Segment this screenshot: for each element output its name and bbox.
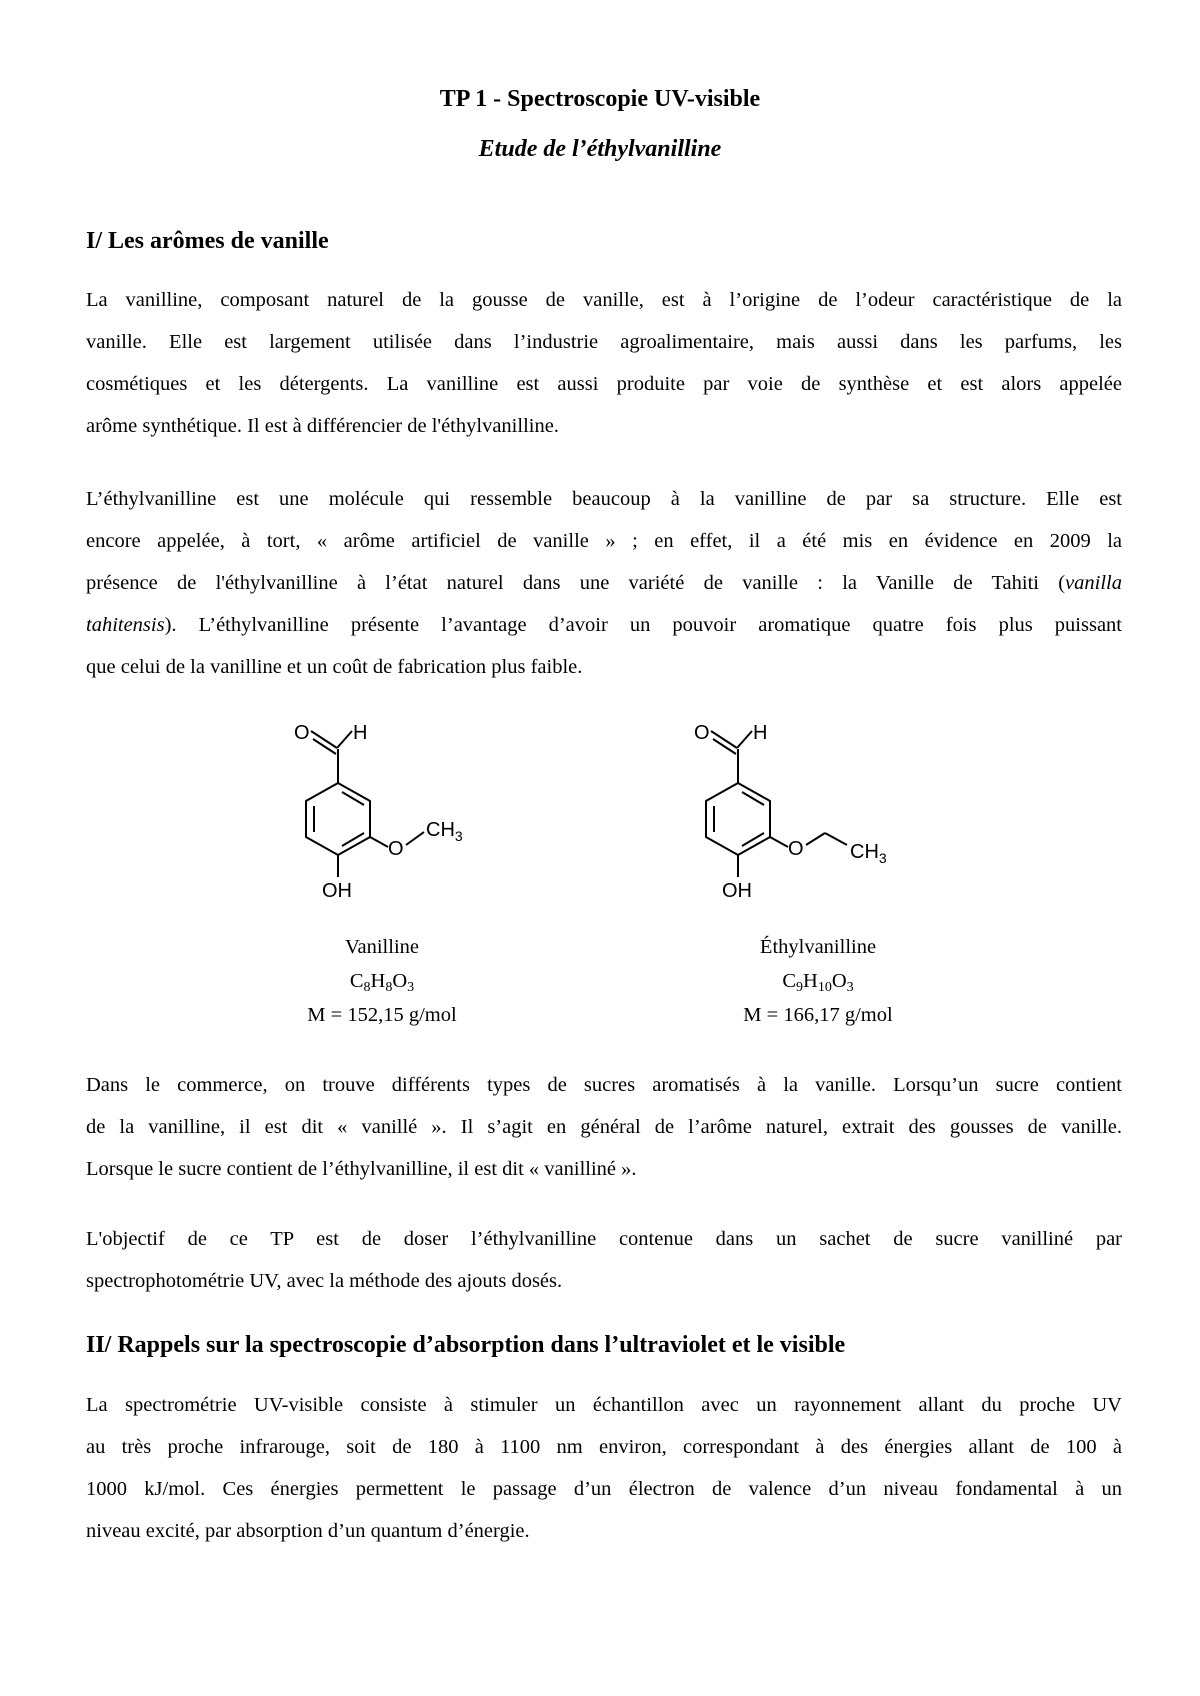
formula-element: H xyxy=(803,970,818,992)
ethylvanilline-skeletal-formula xyxy=(690,715,930,915)
ethylvanilline-name: Éthylvanilline xyxy=(759,936,877,958)
vanilline-name: Vanilline xyxy=(344,936,419,958)
vanilline-formula xyxy=(232,964,532,998)
ethylvanilline-atom-oh: OH xyxy=(722,880,752,902)
formula-element: H xyxy=(370,970,386,992)
section-1-paragraph-3 xyxy=(86,1064,1122,1190)
formula-subscript: 10 xyxy=(817,980,832,995)
italic-text-run: tahitensis xyxy=(86,614,165,636)
ethylvanilline-formula xyxy=(668,964,968,998)
ethylvanilline-atom-o-carbonyl: O xyxy=(694,722,710,744)
section-1-paragraph-2 xyxy=(86,478,1122,688)
vanilline-molar-mass: M = 152,15 g/mol xyxy=(307,1004,457,1026)
ch3-subscript: 3 xyxy=(878,850,887,866)
text-line: encore appelée, à tort, « arôme artificiel de vanille » ; en effet, il a été mis en évidence en 2009 la xyxy=(86,530,1122,552)
ethylvanilline-atom-o-ether: O xyxy=(788,838,804,860)
formula-subscript: 3 xyxy=(846,980,854,995)
text-line: 1000 kJ/mol. Ces énergies permettent le passage d’un électron de valence d’un niveau fondamental à un xyxy=(86,1478,1122,1500)
section-2-paragraph-1 xyxy=(86,1384,1122,1552)
vanilline-atom-o-carbonyl: O xyxy=(294,722,310,744)
vanilline-atom-o-ether: O xyxy=(388,838,404,860)
vanilline-structure xyxy=(290,715,490,915)
text-line: au très proche infrarouge, soit de 180 à 1100 nm environ, correspondant à des énergies allant de 100 à xyxy=(86,1436,1122,1458)
text-line: cosmétiques et les détergents. La vanilline est aussi produite par voie de synthèse et est alors appelée xyxy=(86,373,1122,395)
formula-element: C xyxy=(782,970,797,992)
ethylvanilline-atom-ch3 xyxy=(850,841,887,866)
document-title: TP 1 - Spectroscopie UV-visible xyxy=(439,86,761,112)
vanilline-caption xyxy=(232,930,532,1032)
ethylvanilline-caption xyxy=(668,930,968,1032)
text-run: ). L’éthylvanilline présente l’avantage d’avoir un pouvoir aromatique quatre fois plus puissant xyxy=(164,614,1122,636)
ethylvanilline-atom-h: H xyxy=(753,722,768,744)
text-line: Dans le commerce, on trouve différents types de sucres aromatisés à la vanille. Lorsqu’un sucre contient xyxy=(86,1074,1122,1096)
section-1-paragraph-1 xyxy=(86,279,1122,447)
text-line: vanille. Elle est largement utilisée dans l’industrie agroalimentaire, mais aussi dans les parfums, les xyxy=(86,331,1122,353)
vanilline-atom-oh: OH xyxy=(322,880,352,902)
text-line: arôme synthétique. Il est à différencier de l'éthylvanilline. xyxy=(86,415,559,437)
section-1-heading: I/ Les arômes de vanille xyxy=(86,228,329,254)
ethylvanilline-molar-mass: M = 166,17 g/mol xyxy=(743,1004,893,1026)
formula-element: O xyxy=(831,970,847,992)
text-line: L'objectif de ce TP est de doser l’éthylvanilline contenue dans un sachet de sucre vanilliné par xyxy=(86,1228,1122,1250)
formula-subscript: 8 xyxy=(363,980,371,995)
text-run: présence de l'éthylvanilline à l’état naturel dans une variété de vanille : la Vanille de Tahiti ( xyxy=(86,572,1066,594)
text-line: La spectrométrie UV-visible consiste à stimuler un échantillon avec un rayonnement allant du proche UV xyxy=(86,1394,1122,1416)
section-2-heading: II/ Rappels sur la spectroscopie d’absorption dans l’ultraviolet et le visible xyxy=(86,1332,846,1358)
section-1-paragraph-4 xyxy=(86,1218,1122,1302)
formula-element: C xyxy=(349,970,364,992)
formula-subscript: 8 xyxy=(385,980,393,995)
vanilline-skeletal-formula xyxy=(290,715,490,915)
ch3-label: CH xyxy=(426,819,455,841)
italic-text-run: vanilla xyxy=(1065,572,1122,594)
text-line: spectrophotométrie UV, avec la méthode des ajouts dosés. xyxy=(86,1270,563,1292)
text-line: La vanilline, composant naturel de la gousse de vanille, est à l’origine de l’odeur caractéristique de la xyxy=(86,289,1122,311)
text-line: de la vanilline, il est dit « vanillé ». Il s’agit en général de l’arôme naturel, extrait des gousses de vanille. xyxy=(86,1116,1122,1138)
ch3-subscript: 3 xyxy=(454,828,463,844)
ch3-label: CH xyxy=(850,841,879,863)
formula-subscript: 9 xyxy=(796,980,804,995)
text-line: L’éthylvanilline est une molécule qui ressemble beaucoup à la vanilline de par sa structure. Elle est xyxy=(86,488,1122,510)
text-line: que celui de la vanilline et un coût de fabrication plus faible. xyxy=(86,656,583,678)
ethylvanilline-structure xyxy=(690,715,930,915)
text-line: Lorsque le sucre contient de l’éthylvanilline, il est dit « vanilliné ». xyxy=(86,1158,637,1180)
text-line xyxy=(86,604,1122,646)
text-line: niveau excité, par absorption d’un quantum d’énergie. xyxy=(86,1520,530,1542)
formula-element: O xyxy=(392,970,408,992)
vanilline-atom-h: H xyxy=(353,722,368,744)
text-line xyxy=(86,562,1122,604)
formula-subscript: 3 xyxy=(407,980,415,995)
document-subtitle: Etude de l’éthylvanilline xyxy=(478,136,722,162)
vanilline-atom-ch3 xyxy=(426,819,463,844)
